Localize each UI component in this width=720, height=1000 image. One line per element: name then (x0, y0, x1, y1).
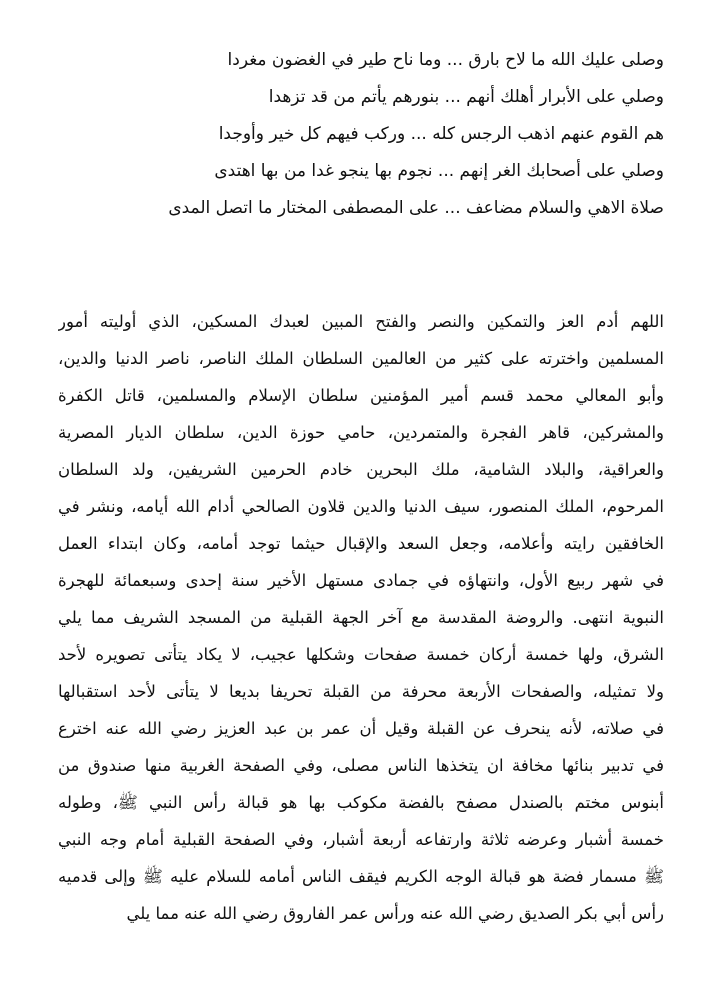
poem-line: وصلي على أصحابك الغر إنهم ... نجوم بها ينجو غدا من بها اهتدى (214, 161, 664, 181)
poem-block (44, 42, 664, 227)
prose-line: المسلمين واخترته على كثير من العالمين السلطان الملك الناصر، ناصر الدنيا والدين، (58, 349, 664, 368)
prose-line: المرحوم، الملك المنصور، سيف الدنيا والدين قلاون الصالحي أدام الله أيامه، ونشر في (58, 497, 664, 516)
prose-paragraph (58, 303, 664, 932)
prose-line: خمسة أشبار وعرضه ثلاثة وارتفاعه أربعة أشبار، وفي الصفحة القبلية أمام وجه النبي (58, 830, 664, 849)
prose-line: اللهم أدم العز والتمكين والنصر والفتح المبين لعبدك المسكين، الذي أوليته أمور (58, 312, 664, 331)
prose-line: في تدبير بنائها مخافة ان يتخذها الناس مصلى، وفي الصفحة الغربية منها صندوق من (58, 756, 664, 775)
prose-line: رأس أبي بكر الصديق رضي الله عنه ورأس عمر الفاروق رضي الله عنه مما يلي (126, 904, 664, 923)
poem-line: هم القوم عنهم اذهب الرجس كله ... وركب فيهم كل خير وأوجدا (218, 124, 664, 144)
prose-line: الخافقين رايته وأعلامه، وجعل السعد والإقبال حيثما توجد أمامه، وكان ابتداء العمل (58, 534, 664, 553)
prose-line: وأبو المعالي محمد قسم أمير المؤمنين سلطان الإسلام والمسلمين، قاتل الكفرة (58, 386, 664, 405)
prose-line: الشرق، ولها خمسة أركان خمسة صفحات وشكلها عجيب، لا يكاد يتأتى تصويره لأحد (58, 645, 664, 664)
prose-line: ﷺ مسمار فضة هو قبالة الوجه الكريم فيقف الناس أمامه للسلام عليه ﷺ وإلى قدميه (58, 867, 664, 886)
poem-line: وصلي على الأبرار أهلك أنهم ... بنورهم يأتم من قد تزهدا (268, 87, 664, 107)
prose-line: النبوية انتهى. والروضة المقدسة مع آخر الجهة القبلية من المسجد الشريف مما يلي (58, 608, 664, 627)
prose-line: في شهر ربيع الأول، وانتهاؤه في جمادى مستهل الأخير سنة إحدى وسبعمائة للهجرة (58, 571, 664, 590)
poem-line: وصلى عليك الله ما لاح بارق ... وما ناح طير في الغضون مغردا (227, 50, 664, 70)
prose-line: أبنوس مختم بالصندل مصفح بالفضة مكوكب بها هو قبالة رأس النبي ﷺ، وطوله (58, 793, 664, 812)
prose-line: والمشركين، قاهر الفجرة والمتمردين، حامي حوزة الدين، سلطان الديار المصرية (58, 423, 664, 442)
prose-line: والعراقية، والبلاد الشامية، ملك البحرين خادم الحرمين الشريفين، ولد السلطان (58, 460, 664, 479)
prose-line: في صلاته، لأنه ينحرف عن القبلة وقيل أن عمر بن عبد العزيز رضي الله عنه اخترع (58, 719, 664, 738)
poem-line: صلاة الاهي والسلام مضاعف ... على المصطفى المختار ما اتصل المدى (168, 198, 664, 218)
prose-line: ولا تمثيله، والصفحات الأربعة محرفة من القبلة تحريفا بديعا لا يتأتى لأحد استقبالها (58, 682, 664, 701)
